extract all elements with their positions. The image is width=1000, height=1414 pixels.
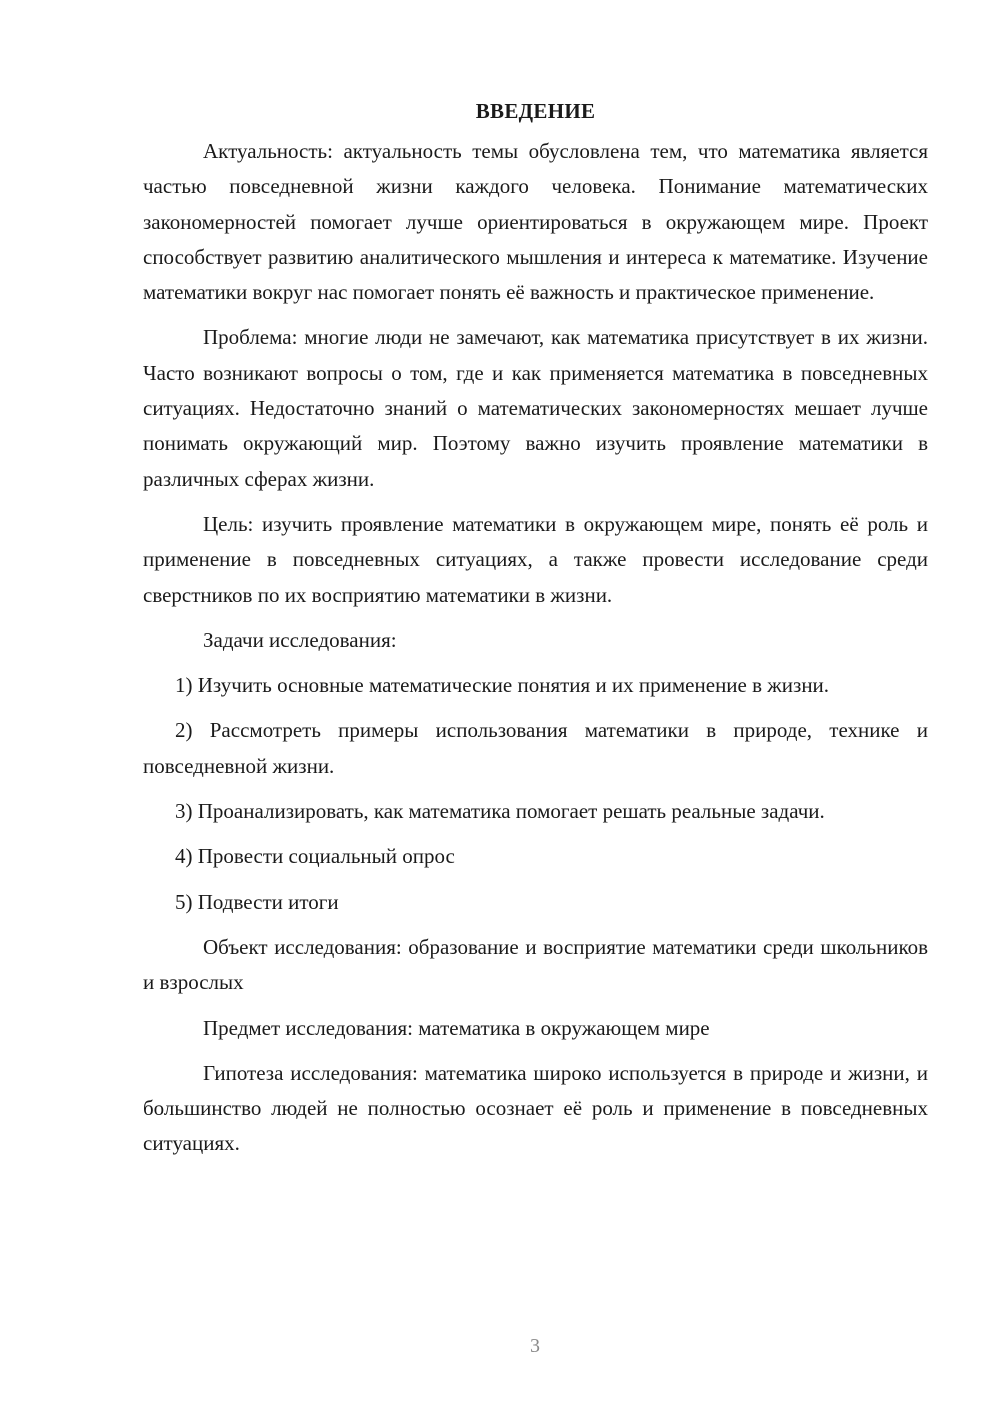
subject-paragraph: Предмет исследования: математика в окружающем мире — [203, 1015, 710, 1040]
page-title: ВВЕДЕНИЕ — [475, 99, 596, 123]
relevance-paragraph: Актуальность: актуальность темы обусловлена тем, что математика является частью повседневной жизни каждого человека. Понимание математических закономерностей помогает лучше ориентироваться в окружающем мире. Проект способствует развитию аналитического мышления и интереса к математике. Изучение математики вокруг нас помогает понять её важность и практическое применение. — [143, 139, 928, 305]
tasks-heading: Задачи исследования: — [203, 627, 397, 652]
task-item-2: 2) Рассмотреть примеры использования математики в природе, технике и повседневной жизни. — [143, 718, 928, 778]
task-item-4: 4) Провести социальный опрос — [175, 844, 455, 869]
goal-paragraph: Цель: изучить проявление математики в окружающем мире, понять её роль и применение в повседневных ситуациях, а также провести исследование среди сверстников по их восприятию математики в жизни. — [143, 511, 928, 607]
page-content — [143, 94, 928, 1172]
hypothesis-paragraph: Гипотеза исследования: математика широко используется в природе и жизни, и большинство людей не полностью осознает её роль и применение в повседневных ситуациях. — [143, 1060, 928, 1156]
object-paragraph: Объект исследования: образование и восприятие математики среди школьников и взрослых — [143, 934, 928, 995]
problem-paragraph: Проблема: многие люди не замечают, как математика присутствует в их жизни. Часто возникают вопросы о том, где и как применяется математика в повседневных ситуациях. Недостаточно знаний о математических закономерностях мешает лучше понимать окружающий мир. Поэтому важно изучить проявление математики в различных сферах жизни. — [143, 325, 928, 491]
task-item-1: 1) Изучить основные математические понятия и их применение в жизни. — [175, 673, 830, 698]
task-item-5: 5) Подвести итоги — [175, 889, 339, 914]
page-number: 3 — [530, 1335, 540, 1357]
task-item-3: 3) Проанализировать, как математика помогает решать реальные задачи. — [175, 799, 825, 824]
